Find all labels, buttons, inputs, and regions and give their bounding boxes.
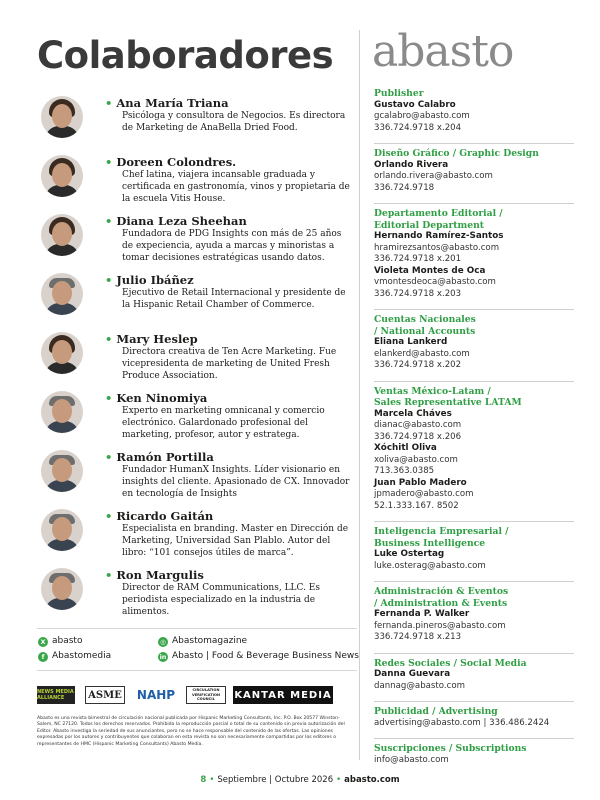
phone-number: 52.1.333.167. 8502 [374, 500, 459, 511]
contributor-bio: Director de RAM Communications, LLC. Es periodista especializado en la industria de alimentos. [122, 583, 320, 618]
staff-name: Orlando Rivera [374, 159, 449, 170]
staff-section [374, 701, 584, 729]
email-link[interactable]: info@abasto.com [374, 754, 449, 765]
social-facebook[interactable]: f Abastomedia [38, 651, 111, 662]
section-title: Cuentas Nacionales [374, 314, 476, 325]
section-title: Publicidad / Advertising [374, 706, 498, 717]
social-divider-top [37, 628, 357, 629]
staff-name: Hernando Ramírez-Santos [374, 231, 504, 241]
contributor-bio: Directora creativa de Ten Acre Marketing. Fue vicepresidenta de marketing de United Fresh Produce Association. [122, 347, 337, 382]
avatar [41, 214, 83, 256]
contributor-bio: Chef latina, viajera incansable graduada y certificada en gastronomía, vinos y propietaria de la escuela Vitis House. [122, 170, 350, 205]
contributor-name: • Ron Margulis [105, 568, 204, 582]
linkedin-icon: in [159, 653, 167, 661]
avatar [41, 96, 83, 138]
social-instagram[interactable]: ◎ Abastomagazine [158, 636, 247, 647]
contributor-bio: Psicóloga y consultora de Negocios. Es directora de Marketing de AnaBella Dried Food. [122, 111, 346, 134]
column-divider [359, 30, 360, 760]
section-rule [374, 203, 574, 204]
phone-number: 336.724.9718 x.206 [374, 431, 462, 442]
avatar [41, 273, 83, 315]
contributor-name: • Julio Ibáñez [105, 273, 194, 287]
phone-number: 713.363.0385 [374, 466, 435, 476]
email-link[interactable]: hramirezsantos@abasto.com [374, 242, 500, 253]
contributor [37, 92, 352, 151]
section-rule [374, 653, 574, 654]
section-title: Inteligencia Empresarial / [374, 526, 509, 537]
kantar-media-logo: KANTAR MEDIA [233, 686, 333, 704]
staff-name: Xóchitl Oliva [374, 443, 437, 453]
contributor-bio: Especialista en branding. Master en Dirección de Marketing, Universidad San Plablo. Autor del libro: “101 consejos útiles de marca”. [122, 524, 349, 559]
staff-section [374, 381, 584, 513]
asme-logo: ASME [85, 686, 125, 704]
email-link[interactable]: elankerd@abasto.com [374, 348, 470, 359]
contributor [37, 210, 352, 269]
contributor [37, 564, 352, 623]
contributor-bio: Fundadora de PDG Insights con más de 25 años de expeciencia, ayuda a marcas y minoristas a tomar decisiones estratégicas usando datos. [122, 229, 342, 264]
section-title: Redes Sociales / Social Media [374, 657, 527, 669]
contributor-name: • Ramón Portilla [105, 450, 214, 464]
avatar [41, 450, 83, 492]
contributor [37, 269, 352, 328]
facebook-icon: f [38, 652, 48, 662]
section-title: Diseño Gráfico / Graphic Design [374, 148, 539, 159]
page-footer: 8 • Septiembre | Octubre 2026 • abasto.com [200, 775, 400, 785]
instagram-icon: ◎ [158, 637, 168, 647]
avatar [41, 509, 83, 551]
issue-date: Septiembre | Octubre 2026 [217, 775, 334, 785]
staff-masthead [374, 88, 584, 775]
phone-number: 336.724.9718 x.203 [374, 288, 462, 299]
phone-number: 336.724.9718 x.201 [374, 254, 462, 264]
avatar [41, 391, 83, 433]
staff-section [374, 309, 584, 372]
staff-name: Eliana Lankerd [374, 337, 448, 347]
staff-name: Fernanda P. Walker [374, 609, 470, 619]
email-link[interactable]: fernanda.pineros@abasto.com [374, 620, 506, 631]
social-linkedin[interactable]: in Abasto | Food & Beverage Business News [159, 651, 359, 661]
page-title: Colaboradores [37, 34, 334, 77]
section-rule [374, 381, 574, 382]
contributor [37, 151, 352, 210]
section-rule [374, 581, 574, 582]
legal-notice: Abasto es una revista bimestral de circulación nacional publicada por Hispanic Marketing Consultants, Inc. P.O. Box 20577 Winston-Salem, NC 27120. Todos los derechos reservados. Prohibida la reproducción parcial o total de su contenido sin previa autorización del Editor. Abasto investiga la seriedad de sus anunciantes, pero no se hace responsable del contenido de las ofertas. Las opiniones expresadas por los autores y contribuyentes que colaboran en esta revista no son necesariamente compartidas por los editores o representantes de HMC (Hispanic Marketing Consultants) Abasto Media. [37, 716, 345, 747]
staff-name: Gustavo Calabro [374, 99, 456, 110]
avatar [41, 332, 83, 374]
email-link[interactable]: gcalabro@abasto.com [374, 111, 470, 121]
section-rule [374, 701, 574, 702]
site-link[interactable]: abasto.com [344, 775, 400, 785]
staff-name: Danna Guevara [374, 669, 451, 679]
contributor [37, 505, 352, 564]
staff-section [374, 521, 584, 572]
contributor-bio: Experto en marketing omnicanal y comercio electrónico. Galardonado profesional del marketing, profesor, autor y estratega. [122, 406, 325, 441]
email-link[interactable]: orlando.rivera@abasto.com [374, 171, 493, 181]
section-title: Sales Representative LATAM [374, 397, 522, 408]
section-title: Publisher [374, 88, 424, 99]
contributors-list [37, 92, 352, 623]
staff-section [374, 88, 584, 134]
email-link[interactable]: xoliva@abasto.com [374, 454, 458, 465]
section-rule [374, 738, 574, 739]
contributor-name: • Ana María Triana [105, 96, 229, 110]
contributor [37, 328, 352, 387]
section-rule [374, 521, 574, 522]
email-link[interactable]: dianac@abasto.com [374, 420, 462, 430]
section-title: Administración & Eventos [374, 586, 509, 597]
social-x[interactable]: X abasto [38, 636, 82, 647]
staff-section [374, 581, 584, 644]
x-icon: X [38, 637, 48, 647]
contributor [37, 387, 352, 446]
staff-section [374, 738, 584, 766]
staff-section [374, 203, 584, 300]
page-number: 8 [200, 775, 207, 785]
email-link[interactable]: luke.osterag@abasto.com [374, 560, 486, 571]
contributor-name: • Doreen Colondres. [105, 155, 237, 169]
section-rule [374, 309, 574, 310]
contributor [37, 446, 352, 505]
social-divider-bottom [37, 670, 357, 671]
contributor-name: • Diana Leza Sheehan [105, 214, 247, 228]
email-link[interactable]: vmontesdeoca@abasto.com [374, 277, 496, 287]
staff-section [374, 653, 584, 693]
contributor-bio: Ejecutivo de Retail Internacional y presidente de la Hispanic Retail Chamber of Commerce. [122, 288, 346, 311]
email-link[interactable]: dannag@abasto.com [374, 680, 465, 691]
phone-number: 336.724.9718 x.204 [374, 122, 462, 133]
news-media-alliance-logo: NEWS MEDIA ALLIANCE [37, 686, 75, 704]
phone-number: 336.724.9718 [374, 182, 435, 193]
partner-logos [37, 686, 337, 706]
staff-name: Luke Ostertag [374, 549, 445, 559]
section-rule [374, 143, 574, 144]
section-title: / Administration & Events [374, 597, 508, 609]
contributor-bio: Fundador HumanX Insights. Líder visionario en insights del cliente. Apasionado de CX. Innovador en tecnología de Insights [122, 465, 350, 500]
phone-number: 336.724.9718 x.213 [374, 632, 462, 642]
avatar [41, 155, 83, 197]
staff-name: Violeta Montes de Oca [374, 265, 486, 276]
brand-logo: abasto [372, 26, 514, 77]
nahp-logo: NAHP [136, 688, 176, 702]
email-link[interactable]: jpmadero@abasto.com [374, 489, 474, 499]
email-link[interactable]: advertising@abasto.com | 336.486.2424 [374, 717, 550, 728]
section-title: Ventas México-Latam / [374, 385, 491, 397]
section-title: / National Accounts [374, 325, 476, 337]
avatar [41, 568, 83, 610]
contributor-name: • Ken Ninomiya [105, 391, 208, 405]
section-title: Departamento Editorial / [374, 208, 503, 219]
cvc-logo: CIRCULATION VERIFICATION COUNCIL [186, 686, 226, 704]
contributor-name: • Mary Heslep [105, 332, 198, 346]
section-title: Business Intelligence [374, 537, 486, 549]
section-title: Suscripciones / Subscriptions [374, 743, 527, 754]
section-title: Editorial Department [374, 219, 485, 231]
staff-name: Juan Pablo Madero [374, 477, 467, 488]
staff-section [374, 143, 584, 194]
phone-number: 336.724.9718 x.202 [374, 360, 462, 370]
contributor-name: • Ricardo Gaitán [105, 509, 214, 523]
staff-name: Marcela Cháves [374, 408, 452, 419]
